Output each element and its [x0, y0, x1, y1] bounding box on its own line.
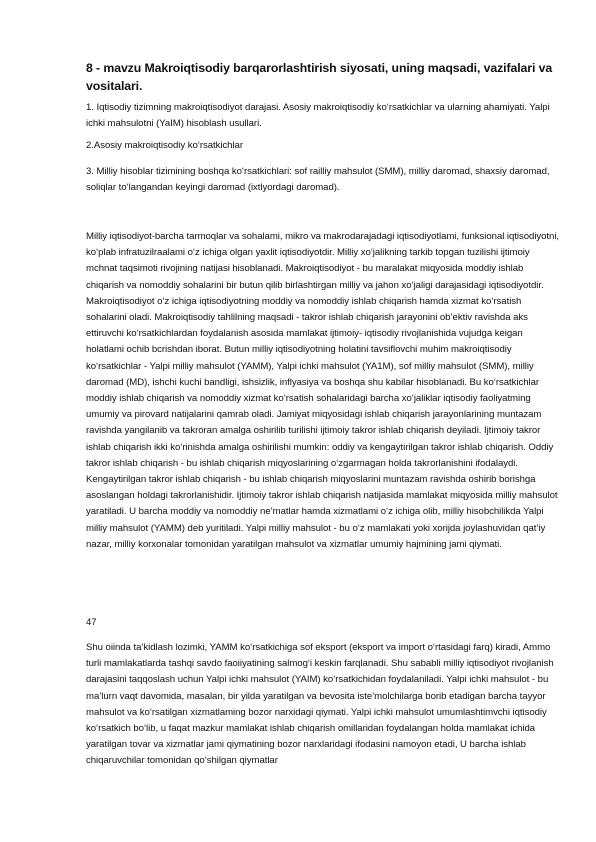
outline-item-2: 2.Asosiy makroiqtisodiy ko‘rsatkichlar — [86, 140, 243, 151]
outline-item-3: 3. Milliy hisoblar tizimining boshqa ko‘rsatkichlari: sof railliy mahsulot (SMM), milliy daromad, shaxsiy daromad, soliqlar to‘langandan keyingi daromad (ixtlyordagi daromad). — [86, 166, 550, 194]
continuation-paragraph: Shu oiinda ta’kidlash lozimki, YAMM ko‘rsatkichiga sof eksport (eksport va import o‘rtasidagi farq) kiradi, Ammo turli mamlakatlarda tashqi savdo faoiiyatining salmog‘i keskin farqlanadi. Shu sababli milliy iqtisodiyot rivojlanish darajasini taqqoslash uchun Yalpi ichki mahsulot (YAIM) ko‘rsatkichidan foydalaniladi. Yalpi ichki mahsulot - bu ma’lurn vaqt davomida, masalan, bir yilda yaratilgan va bevosita iste’molchilarga borib etadigan barcha tayyor mahsulot va ko‘rsatilgan xizmatlaming bozor narxidagi qiymati. Yalpi ichki mahsulot umumlashtimvchi iqtisodiy ko‘rsatkich bo‘lib, u faqat mazkur mamlakat ishlab chiqarish omillaridan foydalangan holda mamlakat ichida yaratilgan tovar va xizmatlar jami qiymatining bozor narxlaridagi ifodasini namoyon etadi, U barcha ishlab chiqaruvchilar tomonidan qo‘shilgan qiymatlar — [86, 642, 554, 767]
body-paragraph: Milliy iqtisodiyot-barcha tarmoqlar va sohalami, mikro va makrodarajadagi iqtisodiyotlami, funksional iqtisodiyotni, ko‘plab infratuzilraalami o‘z ichiga olgan yaxlit iqtisodiyotdir. Milliy xo‘jalikning tarkib topgan tuzilishi ijtimoiy mchnat taqsimoti rivojining natijasi hisoblanadi. Makroiqtisodiyot - bu maralakat miqyosida moddiy ishlab chiqarish va nomoddiy sohalarini bir butun qilib birlashtirgan milliy va jahon xo‘jaligi darajasidagi iqtisodiyotdir. Makroiqtisodiyot o‘z ichiga iqtisodiyotning moddiy va nomoddiy ishlab chiqarish hamda xizmat ko‘rsatish sohalarini oladi. Makroiqtisodiy tahlilning maqsadi - takror ishlab chiqarish jarayonini ob’ektiv ravishda aks ettiruvchi ko‘rsatkichlardan foydalanish asosida mamlakat ijtimoiy- iqtisodiy rivojlanishida vujudga keigan holatlami ochib bcrishdan iborat. Butun milliy iqtisodiyotning holatini tavsiflovchi muhim makroiqtisodiy ko‘rsatkichlar - Yalpi milliy mahsulot (YAMM), Yalpi ichki mahsulot (YA1M), sof milliy mahsulot (SMM), milliy daromad (MD), ishchi kuchi bandligi, ishsizlik, inflyasiya va boshqa shu kabilar hisoblanadi. Bu ko‘rsatkichlar moddiy ishlab chiqarish va nomoddiy xizmat ko‘rsatish sohalaridagi barcha xo‘jaliklar iqtisodiy faoliyatming umumiy va pirovard natijalarini qamrab oladi. Jamiyat miqyosidagi ishlab chiqarish jarayonlarining muntazam ravishda yangilanib va takroran amalga oshirilib turilishi ijtimoiy takror ishlab chiqarish deyiladi. Ijtimoiy takror ishlab chiqarish ikki ko‘rinishda amalga oshirilishi mumkin: oddiy va kengaytirilgan takror ishlab chiqarish. Oddiy takror ishlab chiqarish - bu ishlab chiqarish miqyoslarining o‘zgarmagan holda takrorlanishini ifodalaydi. Kengaytirilgan takror ishlab chiqarish - bu ishlab chiqarish miqyoslarini muntazam ravishda oshirib borishga asoslangan holdagi takrorlanishidir. Ijtimoiy takror ishlab chiqarish natijasida mamlakat miqyosida milliy mahsulot yaratiladi. U barcha moddiy va nomoddiy ne’matlar hamda xizmatlami o‘z ichiga olib, milliy hisobchilikda Yalpi milliy mahsulot (YAMM) deb yuritiladi. Yalpi milliy mahsulot - bu o‘z mamlakati yoki xorijda joylashuvidan qat’iy nazar, milliy korxonalar tomonidan yaratilgan mahsulot va xizmatlar umumiy hajmining jami qiymati. — [86, 231, 560, 550]
outline-item-1: 1. Iqtisodiy tizimning makroiqtisodiyot darajasi. Asosiy makroiqtisodiy ko‘rsatkichlar va ularning ahamiyati. Yalpi ichki mahsulotni (YaIM) hisoblash usullari. — [86, 102, 550, 130]
page-number: 47 — [86, 617, 97, 628]
document-title: 8 - mavzu Makroiqtisodiy barqarorlashtirish siyosati, uning maqsadi, vazifalari va vositalari. — [86, 61, 553, 93]
